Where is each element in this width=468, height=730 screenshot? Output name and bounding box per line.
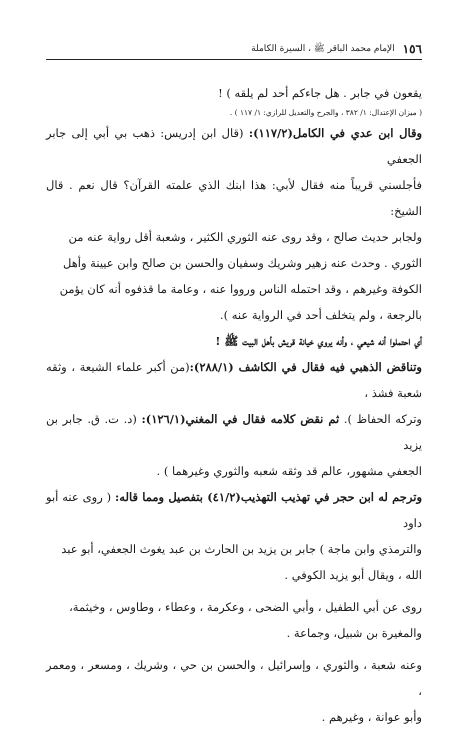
text-line bbox=[46, 406, 422, 458]
text-line: ولجابر حديث صالح ، وقد روى عنه الثوري الكثير ، وشعبة أقل رواية عنه من bbox=[68, 230, 422, 244]
text-line: يقعون في جابر . هل جاءكم أحد لم يلقه ) ! bbox=[218, 86, 422, 100]
text-span: (من أكبر علماء الشيعة ، وثقه شعبة فشذ ، bbox=[46, 360, 422, 400]
text-line: الكوفة وغيرهم ، وقد احتمله الناس ورووا عنه ، وعامة ما قذفوه أنه كان يؤمن bbox=[59, 282, 422, 296]
bold-lead: وتناقض الذهبي فيه فقال في الكاشف (٢٨٨/١): bbox=[189, 360, 422, 374]
page-header bbox=[46, 40, 422, 60]
text-line: وعنه شعبة ، والثوري ، وإسرائيل ، والحسن بن حي ، وشريك ، ومسعر ، ومعمر ، bbox=[46, 658, 422, 698]
text-span: (د. ت. ق. جابر بن يزيد bbox=[46, 412, 422, 452]
text-line: فأجلسني قريباً منه فقال لأبي: هذا ابنك الذي علمته القرآن؟ قال نعم . قال الشيخ: bbox=[46, 178, 422, 218]
text-line bbox=[46, 120, 422, 172]
bold-lead: وترجم له ابن حجر في تهذيب التهذيب(٤١/٢) بتفصيل ومما قاله: bbox=[115, 490, 423, 504]
text-line bbox=[46, 484, 422, 536]
text-line: والمغيرة بن شبيل، وجماعة . bbox=[286, 626, 422, 640]
text-line: والترمذي وابن ماجة ) جابر بن يزيد بن الحارث بن عبد يغوث الجعفي، أبو عبد bbox=[61, 542, 422, 556]
text-line bbox=[46, 354, 422, 406]
bold-lead: وقال ابن عدي في الكامل(١١٧/٢): bbox=[248, 126, 423, 140]
text-span: (قال ابن إدريس: ذهب بي أبي إلى جابر الجعفي bbox=[46, 126, 422, 166]
running-title: الإمام محمد الباقر ﷺ ، السيرة الكاملة bbox=[251, 44, 395, 54]
text-line: وأبو عوانة ، وغيرهم . bbox=[321, 710, 422, 724]
text-line: بالرجعة ، ولم يتخلف أحد في الرواية عنه ). bbox=[219, 308, 422, 322]
text-span: وتركه الحفاظ ). bbox=[339, 412, 422, 426]
bold-lead: ثم نقض كلامه فقال في المغني(١٢٦/١): bbox=[141, 412, 340, 426]
page-body bbox=[46, 80, 422, 730]
bold-statement: أي احتملوا أنه شيعي ، وأنه يروي خيانة قريش بأهل البيت ﷺ ! bbox=[215, 334, 422, 348]
citation-line: ( ميزان الإعتدال: ١/ ٣٨٢ ، والجرح والتعديل للرازي: ١/ ١١٧ ) . bbox=[229, 108, 422, 117]
text-span: ( روى عنه أبو داود bbox=[46, 490, 422, 530]
text-line: الجعفي مشهور، عالم قد وثقه شعبه والثوري وغيرهما ) . bbox=[156, 464, 422, 478]
text-line: روى عن أبي الطفيل ، وأبي الضحى ، وعكرمة ، وعطاء ، وطاوس ، وخيثمة، bbox=[69, 600, 422, 614]
text-line: الثوري . وحدث عنه زهير وشريك وسفيان والحسن بن صالح وابن عيينة وأهل bbox=[63, 256, 422, 270]
text-line: الله ، ويقال أبو يزيد الكوفي . bbox=[284, 568, 422, 582]
page-number: ١٥٦ bbox=[402, 42, 422, 56]
